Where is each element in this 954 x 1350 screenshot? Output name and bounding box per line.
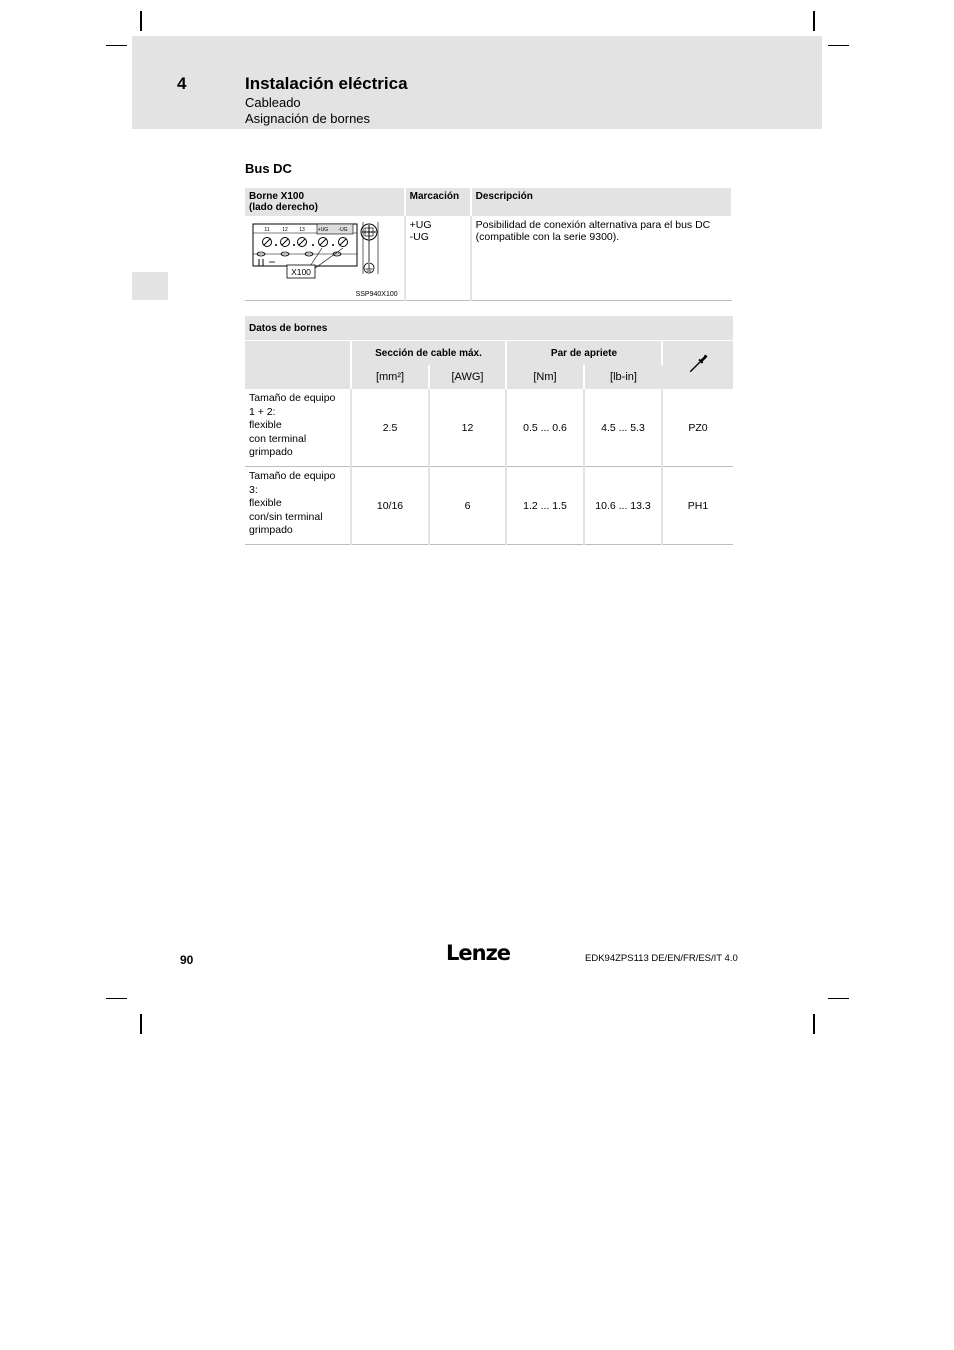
desc-line: grimpado <box>249 446 293 458</box>
row-description <box>245 389 351 467</box>
desc-line: grimpado <box>249 524 293 536</box>
marking-minus-ug: -UG <box>409 231 429 243</box>
side-tab-marker <box>132 272 168 300</box>
desc-line: flexible <box>249 419 282 431</box>
crop-mark <box>140 11 142 31</box>
terminal-data-table <box>245 316 733 545</box>
desc-line: con terminal <box>249 432 307 445</box>
cell-awg: 6 <box>429 467 506 545</box>
desc-line: Tamaño de equipo <box>249 392 336 404</box>
cell-nm: 0.5 ... 0.6 <box>506 389 584 467</box>
unit-lbin: [lb-in] <box>584 365 662 389</box>
row-description <box>245 467 351 545</box>
terminal-label-12: 12 <box>282 227 288 233</box>
crop-mark <box>813 1014 815 1034</box>
desc-line: 3: <box>249 483 258 496</box>
page-number: 90 <box>180 953 194 967</box>
cell-awg: 12 <box>429 389 506 467</box>
terminal-x100-label: X100 <box>291 267 311 277</box>
crop-mark <box>828 45 849 46</box>
unit-mm2: [mm²] <box>351 365 429 389</box>
header-terminal <box>245 188 405 216</box>
desc-line: flexible <box>249 497 282 509</box>
unit-nm: [Nm] <box>506 365 584 389</box>
empty-header-cell <box>245 341 351 390</box>
subtitle-asignacion: Asignación de bornes <box>245 111 371 126</box>
description-line2: (compatible con la serie 9300). <box>475 231 620 243</box>
cell-lbin: 10.6 ... 13.3 <box>584 467 662 545</box>
cell-lbin: 4.5 ... 5.3 <box>584 389 662 467</box>
document-code: EDK94ZPS113 DE/EN/FR/ES/IT 4.0 <box>585 953 738 964</box>
terminal-figure-cell <box>245 216 405 300</box>
header-terminal-line2: (lado derecho) <box>249 202 318 213</box>
table-row <box>245 389 733 467</box>
header-cable-section: Sección de cable máx. <box>351 341 506 366</box>
marking-cell <box>405 216 471 300</box>
crop-mark <box>140 1014 142 1034</box>
data-table-title: Datos de bornes <box>245 316 733 341</box>
cell-nm: 1.2 ... 1.5 <box>506 467 584 545</box>
crop-mark <box>813 11 815 31</box>
header-torque: Par de apriete <box>506 341 662 366</box>
chapter-number: 4 <box>177 74 187 93</box>
cell-mm2: 2.5 <box>351 389 429 467</box>
subtitle-cableado: Cableado <box>245 95 301 110</box>
cell-tool: PH1 <box>662 467 733 545</box>
cell-tool: PZ0 <box>662 389 733 467</box>
chapter-title: Instalación eléctrica <box>245 74 408 93</box>
crop-mark <box>106 45 127 46</box>
crop-mark <box>106 998 127 999</box>
table-row <box>245 467 733 545</box>
desc-line: 1 + 2: <box>249 405 276 418</box>
desc-line: Tamaño de equipo <box>249 470 336 482</box>
terminal-label-minus-ug: -UG <box>338 227 348 233</box>
header-marking: Marcación <box>405 188 471 216</box>
description-line1: Posibilidad de conexión alternativa para el bus DC <box>475 219 711 231</box>
description-cell <box>471 216 732 300</box>
crop-mark <box>828 998 849 999</box>
unit-awg: [AWG] <box>429 365 506 389</box>
desc-line: con/sin terminal <box>249 510 323 523</box>
cell-mm2: 10/16 <box>351 467 429 545</box>
terminal-label-11: 11 <box>264 227 270 233</box>
header-band <box>132 36 822 129</box>
marking-plus-ug: +UG <box>409 219 432 231</box>
section-title: Bus DC <box>245 161 292 176</box>
terminal-label-plus-ug: +UG <box>317 227 329 233</box>
lenze-logo: Lenze <box>446 941 511 965</box>
screwdriver-icon <box>686 352 710 376</box>
terminal-label-13: 13 <box>299 227 305 233</box>
header-tool <box>662 341 733 390</box>
header-description: Descripción <box>471 188 732 216</box>
terminal-assignment-table <box>245 188 733 301</box>
header-terminal-line1: Borne X100 <box>249 191 305 202</box>
terminal-x100-diagram <box>247 218 403 298</box>
figure-code: SSP940X100 <box>355 290 398 298</box>
